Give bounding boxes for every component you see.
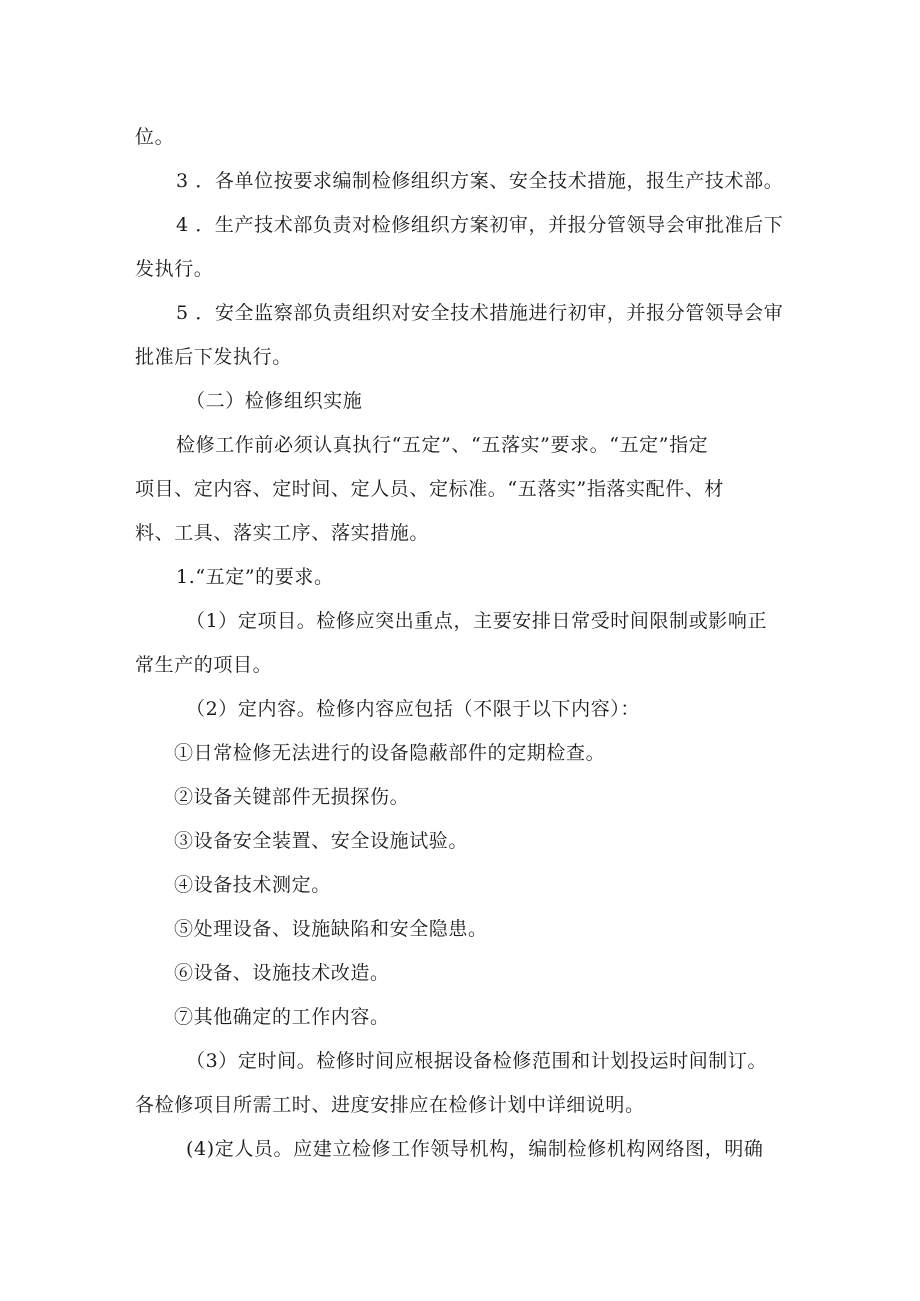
text-line-5: 5 ．安全监察部负责组织对安全技术措施进行初审，并报分管领导会审: [176, 302, 784, 324]
text-line-3: 4 ．生产技术部负责对检修组织方案初审，并报分管领导会审批准后下: [176, 214, 784, 236]
text-line-2: 3 ．各单位按要求编制检修组织方案、安全技术措施，报生产技术部。: [176, 170, 784, 192]
text-line-24: (4)定人员。应建立检修工作领导机构，编制检修机构网络图，明确: [186, 1138, 764, 1160]
list-item-4: ④设备技术测定。: [174, 874, 331, 896]
text-line-10: 料、工具、落实工序、落实措施。: [135, 522, 430, 544]
list-item-3: ③设备安全装置、安全设施试验。: [174, 830, 469, 852]
subsection-heading: 1.“五定”的要求。: [176, 566, 334, 588]
text-line-12: （1）定项目。检修应突出重点，主要安排日常受时间限制或影响正: [186, 610, 768, 632]
text-line-22: （3）定时间。检修时间应根据设备检修范围和计划投运时间制订。: [186, 1050, 768, 1072]
text-line-13: 常生产的项目。: [135, 654, 273, 676]
list-item-1: ①日常检修无法进行的设备隐蔽部件的定期检查。: [174, 742, 606, 764]
text-line-4: 发执行。: [135, 258, 214, 280]
list-item-2: ②设备关键部件无损探伤。: [174, 786, 410, 808]
list-item-6: ⑥设备、设施技术改造。: [174, 962, 390, 984]
text-line-8: 检修工作前必须认真执行“五定”、“五落实”要求。“五定”指定: [176, 434, 709, 456]
list-item-7: ⑦其他确定的工作内容。: [174, 1006, 390, 1028]
text-line-9: 项目、定内容、定时间、定人员、定标准。“五落实”指落实配件、材: [135, 478, 725, 500]
text-line-23: 各检修项目所需工时、进度安排应在检修计划中详细说明。: [135, 1094, 645, 1116]
list-item-5: ⑤处理设备、设施缺陷和安全隐患。: [174, 918, 488, 940]
section-heading: （二）检修组织实施: [186, 390, 363, 412]
text-line-6: 批准后下发执行。: [135, 346, 292, 368]
text-line-1: 位。: [135, 126, 175, 148]
text-line-14: （2）定内容。检修内容应包括（不限于以下内容）：: [186, 698, 640, 720]
